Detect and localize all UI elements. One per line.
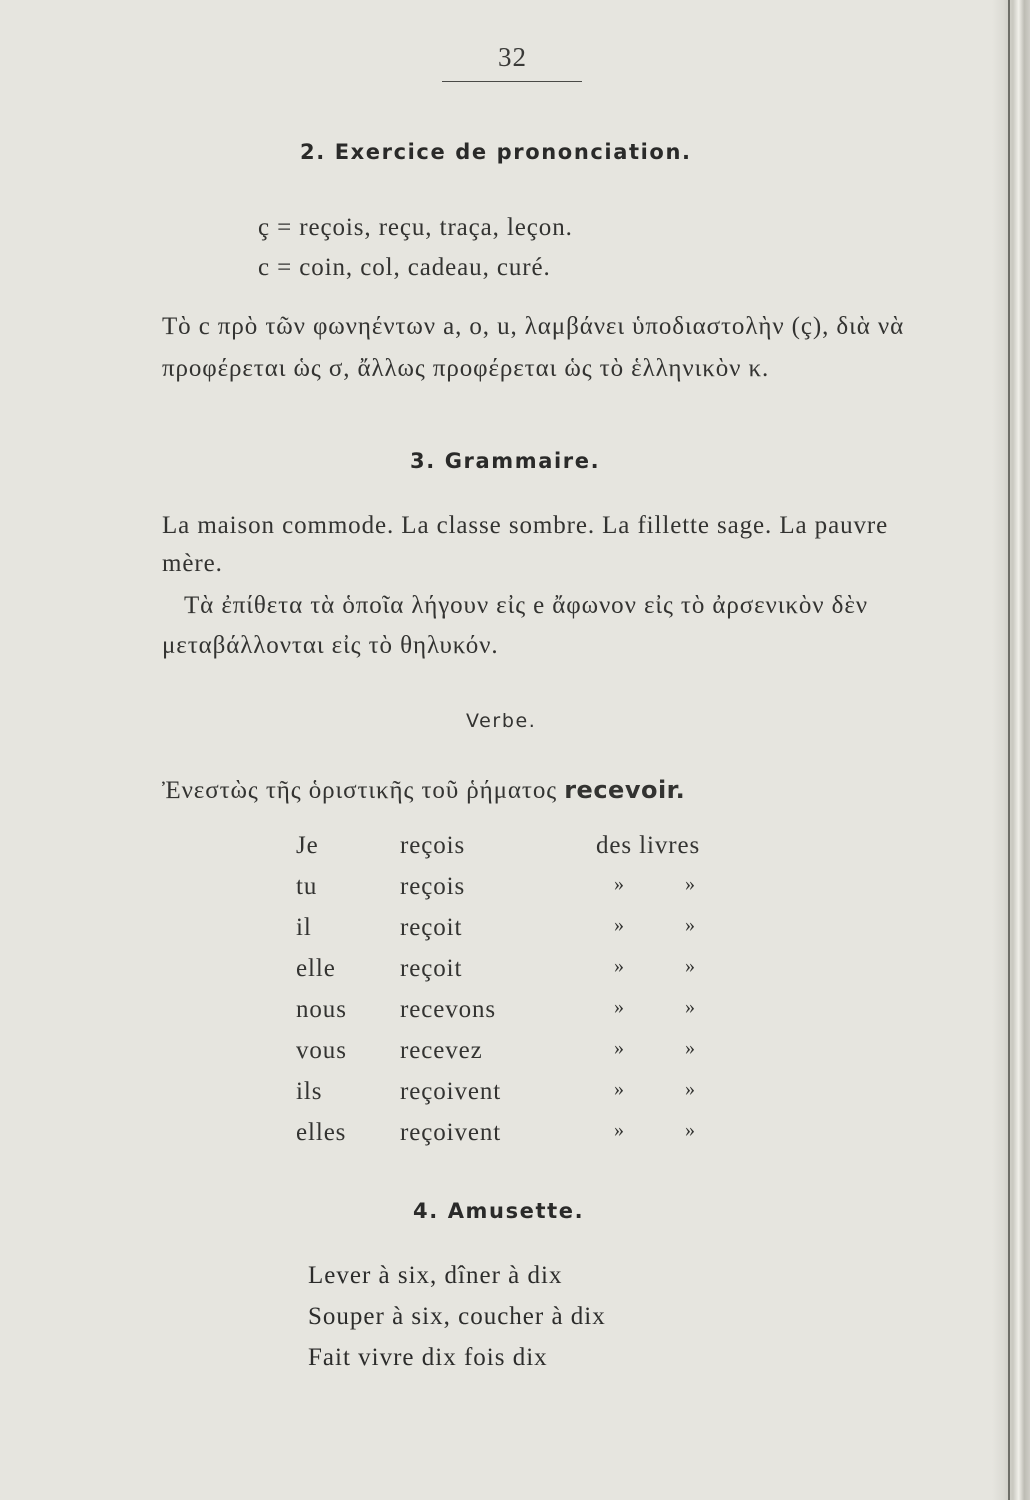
pronoun: Je [296, 832, 319, 859]
ditto-mark: » [614, 1078, 625, 1100]
grammar-heading: 3. Grammaire. [410, 449, 601, 473]
grammar-rule: Τὰ ἐπίθετα τὰ ὁποῖα λήγουν εἰς e ἄφωνον εἰς τὸ ἀρσενικὸν δὲν μεταβάλλονται εἰς τὸ θηλυκόν. [162, 592, 868, 659]
poem-line: Lever à six, dîner à dix [308, 1262, 563, 1289]
verb-form: reçois [400, 832, 466, 859]
ditto-mark: » [685, 996, 696, 1018]
pronoun: vous [296, 1037, 347, 1064]
ditto-mark: » [614, 1037, 625, 1059]
pronoun: tu [296, 873, 318, 900]
ditto-mark: » [685, 1078, 696, 1100]
verb-form: reçoivent [400, 1119, 502, 1146]
pronoun: elles [296, 1119, 347, 1146]
ditto-mark: » [614, 955, 625, 977]
grammar-examples: La maison commode. La classe sombre. La fillette sage. La pauvre mère. [162, 512, 889, 577]
pronoun: il [296, 914, 312, 941]
verb-form: recevez [400, 1037, 483, 1064]
page-edge [992, 0, 1030, 1500]
ditto-mark: » [614, 873, 625, 895]
conjugation-intro-text: Ἐνεστὼς τῆς ὁριστικῆς τοῦ ῥήματος [162, 777, 558, 804]
page-number: 32 [498, 42, 527, 72]
ditto-mark: » [685, 1037, 696, 1059]
object-header: des livres [596, 832, 701, 859]
pronoun: elle [296, 955, 336, 982]
verb-form: reçoit [400, 914, 463, 941]
verb-form: recevons [400, 996, 497, 1023]
cedilla-line: ç = reçois, reçu, traça, leçon. [258, 214, 573, 241]
verb-subheading: Verbe. [466, 710, 537, 732]
hard-c-line: c = coin, col, cadeau, curé. [258, 254, 551, 281]
header-rule [442, 81, 582, 82]
verb-form: reçoit [400, 955, 463, 982]
pronoun: nous [296, 996, 347, 1023]
ditto-mark: » [614, 996, 625, 1018]
ditto-mark: » [685, 873, 696, 895]
verb-form: reçoivent [400, 1078, 502, 1105]
verb-form: reçois [400, 873, 466, 900]
pronoun: ils [296, 1078, 323, 1105]
conjugation-intro [162, 776, 685, 805]
amusette-heading: 4. Amusette. [413, 1199, 585, 1223]
ditto-mark: » [614, 1119, 625, 1141]
ditto-mark: » [685, 955, 696, 977]
pronunciation-heading: 2. Exercice de prononciation. [300, 140, 692, 164]
ditto-mark: » [685, 914, 696, 936]
poem-line: Fait vivre dix fois dix [308, 1344, 548, 1371]
ditto-mark: » [685, 1119, 696, 1141]
ditto-mark: » [614, 914, 625, 936]
pronunciation-explanation: Τὸ c πρὸ τῶν φωνηέντων a, o, u, λαμβάνει ὑποδιαστολὴν (ç), διὰ νὰ προφέρεται ὡς σ, ἄλλως προφέρεται ὡς τὸ ἑλληνικὸν κ. [162, 313, 905, 382]
poem-line: Souper à six, coucher à dix [308, 1303, 606, 1330]
verb-name: recevoir. [564, 776, 686, 804]
